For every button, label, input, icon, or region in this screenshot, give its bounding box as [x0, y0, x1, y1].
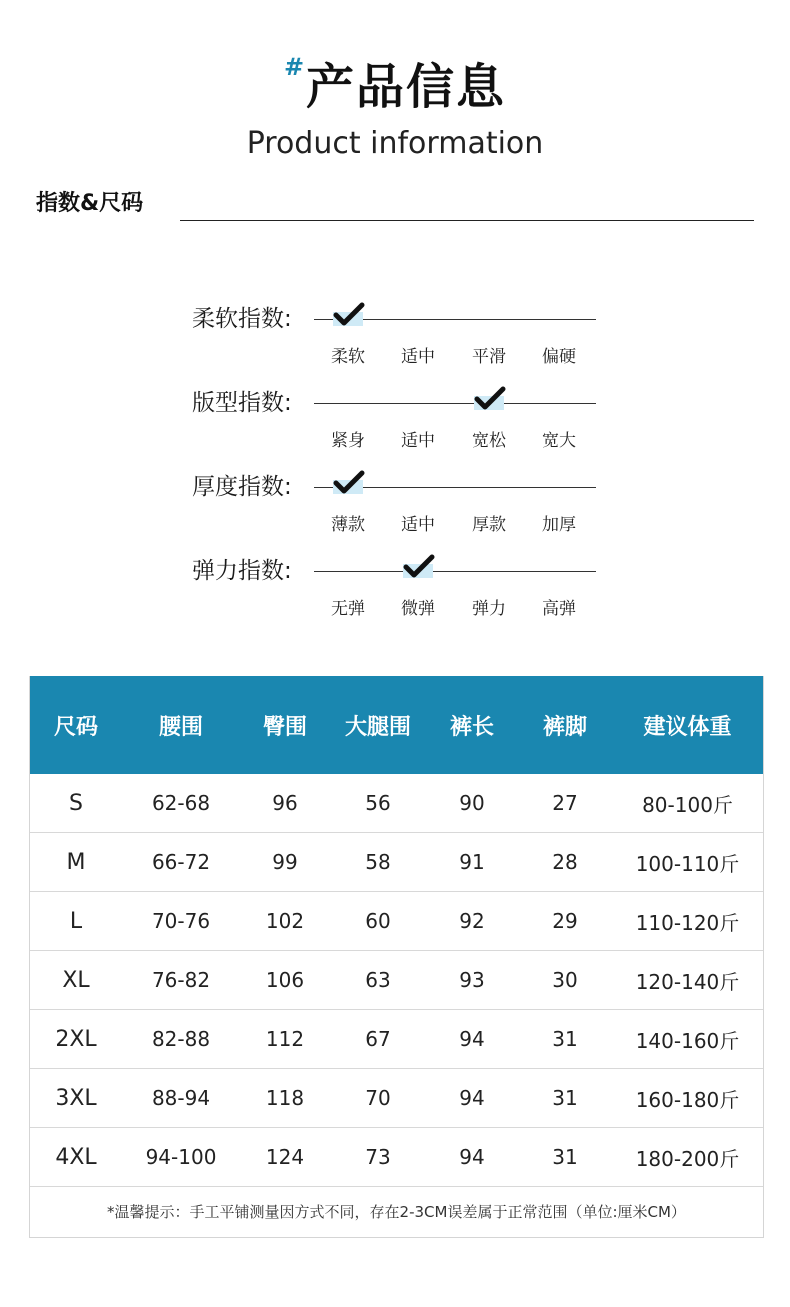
- index-option: 厚款: [472, 515, 506, 535]
- index-option: 薄款: [331, 515, 365, 535]
- table-cell: 76-82: [151, 968, 211, 992]
- table-cell: 31: [552, 1027, 578, 1051]
- table-cell: 180-200斤: [635, 1146, 740, 1171]
- section-title: 指数&尺码: [36, 191, 144, 216]
- table-cell: 67: [365, 1027, 391, 1051]
- table-header-cell: 大腿围: [344, 714, 411, 740]
- table-cell: 58: [365, 850, 391, 874]
- table-cell: 94: [459, 1027, 485, 1051]
- table-row: [30, 774, 763, 832]
- index-option: 适中: [401, 347, 435, 367]
- index-option: 适中: [401, 431, 435, 451]
- table-cell: 82-88: [151, 1027, 211, 1051]
- table-row: [30, 950, 763, 1009]
- table-cell: 63: [365, 968, 391, 992]
- index-scale-line: [314, 403, 596, 404]
- index-option: 适中: [401, 515, 435, 535]
- table-row: [30, 891, 763, 950]
- table-note: *温馨提示：手工平铺测量因方式不同，存在2-3CM误差属于正常范围（单位:厘米CM）: [30, 1186, 763, 1237]
- table-cell: 90: [459, 791, 485, 815]
- table-row: [30, 1127, 763, 1186]
- table-cell: 100-110斤: [635, 851, 740, 876]
- index-label: 柔软指数:: [192, 306, 292, 332]
- table-cell: 96: [272, 791, 298, 815]
- table-cell: S: [69, 790, 83, 816]
- page-header: [0, 48, 790, 117]
- table-row: [30, 832, 763, 891]
- table-cell: 3XL: [55, 1085, 97, 1111]
- table-cell: 118: [265, 1086, 305, 1110]
- table-cell: 94: [459, 1145, 485, 1169]
- table-cell: 70-76: [151, 909, 211, 933]
- table-cell: 124: [265, 1145, 305, 1169]
- table-cell: 4XL: [55, 1144, 97, 1170]
- index-row: [192, 384, 612, 464]
- index-label: 厚度指数:: [192, 474, 292, 500]
- table-cell: M: [66, 849, 86, 875]
- index-option: 紧身: [331, 431, 365, 451]
- table-cell: 31: [552, 1145, 578, 1169]
- table-cell: 70: [365, 1086, 391, 1110]
- index-option: 柔软: [331, 347, 365, 367]
- table-row: [30, 1068, 763, 1127]
- table-cell: 27: [552, 791, 578, 815]
- index-option: 偏硬: [542, 347, 576, 367]
- table-cell: 93: [459, 968, 485, 992]
- index-option: 加厚: [542, 515, 576, 535]
- table-cell: 56: [365, 791, 391, 815]
- checkmark-icon: [333, 306, 363, 326]
- table-cell: 110-120斤: [635, 910, 740, 935]
- table-cell: 112: [265, 1027, 305, 1051]
- table-cell: 99: [272, 850, 298, 874]
- table-row: [30, 1009, 763, 1068]
- index-row: [192, 468, 612, 548]
- index-option: 弹力: [472, 599, 506, 619]
- table-header-cell: 臀围: [262, 714, 307, 740]
- table-cell: 94: [459, 1086, 485, 1110]
- table-cell: 60: [365, 909, 391, 933]
- index-option: 无弹: [331, 599, 365, 619]
- table-cell: 102: [265, 909, 305, 933]
- index-option: 微弹: [401, 599, 435, 619]
- table-cell: 160-180斤: [635, 1087, 740, 1112]
- table-cell: 88-94: [151, 1086, 211, 1110]
- checkmark-icon: [474, 390, 504, 410]
- hash-icon: #: [283, 53, 305, 81]
- table-cell: 73: [365, 1145, 391, 1169]
- table-cell: 62-68: [151, 791, 211, 815]
- checkmark-icon: [403, 558, 433, 578]
- size-table: [29, 676, 764, 1238]
- index-label: 版型指数:: [192, 390, 292, 416]
- index-option: 宽大: [542, 431, 576, 451]
- table-header-cell: 腰围: [158, 714, 203, 740]
- table-cell: 30: [552, 968, 578, 992]
- table-cell: 2XL: [55, 1026, 97, 1052]
- index-option: 宽松: [472, 431, 506, 451]
- table-cell: 31: [552, 1086, 578, 1110]
- table-header-cell: 建议体重: [643, 714, 732, 740]
- index-option: 平滑: [472, 347, 506, 367]
- index-label: 弹力指数:: [192, 558, 292, 584]
- table-cell: 92: [459, 909, 485, 933]
- table-cell: 29: [552, 909, 578, 933]
- table-header-cell: 裤脚: [542, 714, 587, 740]
- table-cell: 94-100: [145, 1145, 217, 1169]
- table-header-cell: 裤长: [449, 714, 494, 740]
- table-cell: 120-140斤: [635, 969, 740, 994]
- page-subtitle: Product information: [246, 126, 544, 161]
- index-row: [192, 552, 612, 632]
- table-cell: XL: [62, 967, 90, 993]
- table-body: [30, 774, 763, 1186]
- section-divider: [180, 220, 754, 221]
- table-cell: 91: [459, 850, 485, 874]
- index-option: 高弹: [542, 599, 576, 619]
- checkmark-icon: [333, 474, 363, 494]
- page-title: 产品信息: [306, 59, 507, 115]
- index-scale-line: [314, 571, 596, 572]
- table-cell: 28: [552, 850, 578, 874]
- index-row: [192, 300, 612, 380]
- table-header-row: [30, 676, 763, 774]
- table-cell: L: [69, 908, 83, 934]
- table-cell: 66-72: [151, 850, 211, 874]
- table-cell: 80-100斤: [642, 792, 733, 817]
- table-cell: 106: [265, 968, 305, 992]
- table-header-cell: 尺码: [53, 714, 98, 740]
- table-cell: 140-160斤: [635, 1028, 740, 1053]
